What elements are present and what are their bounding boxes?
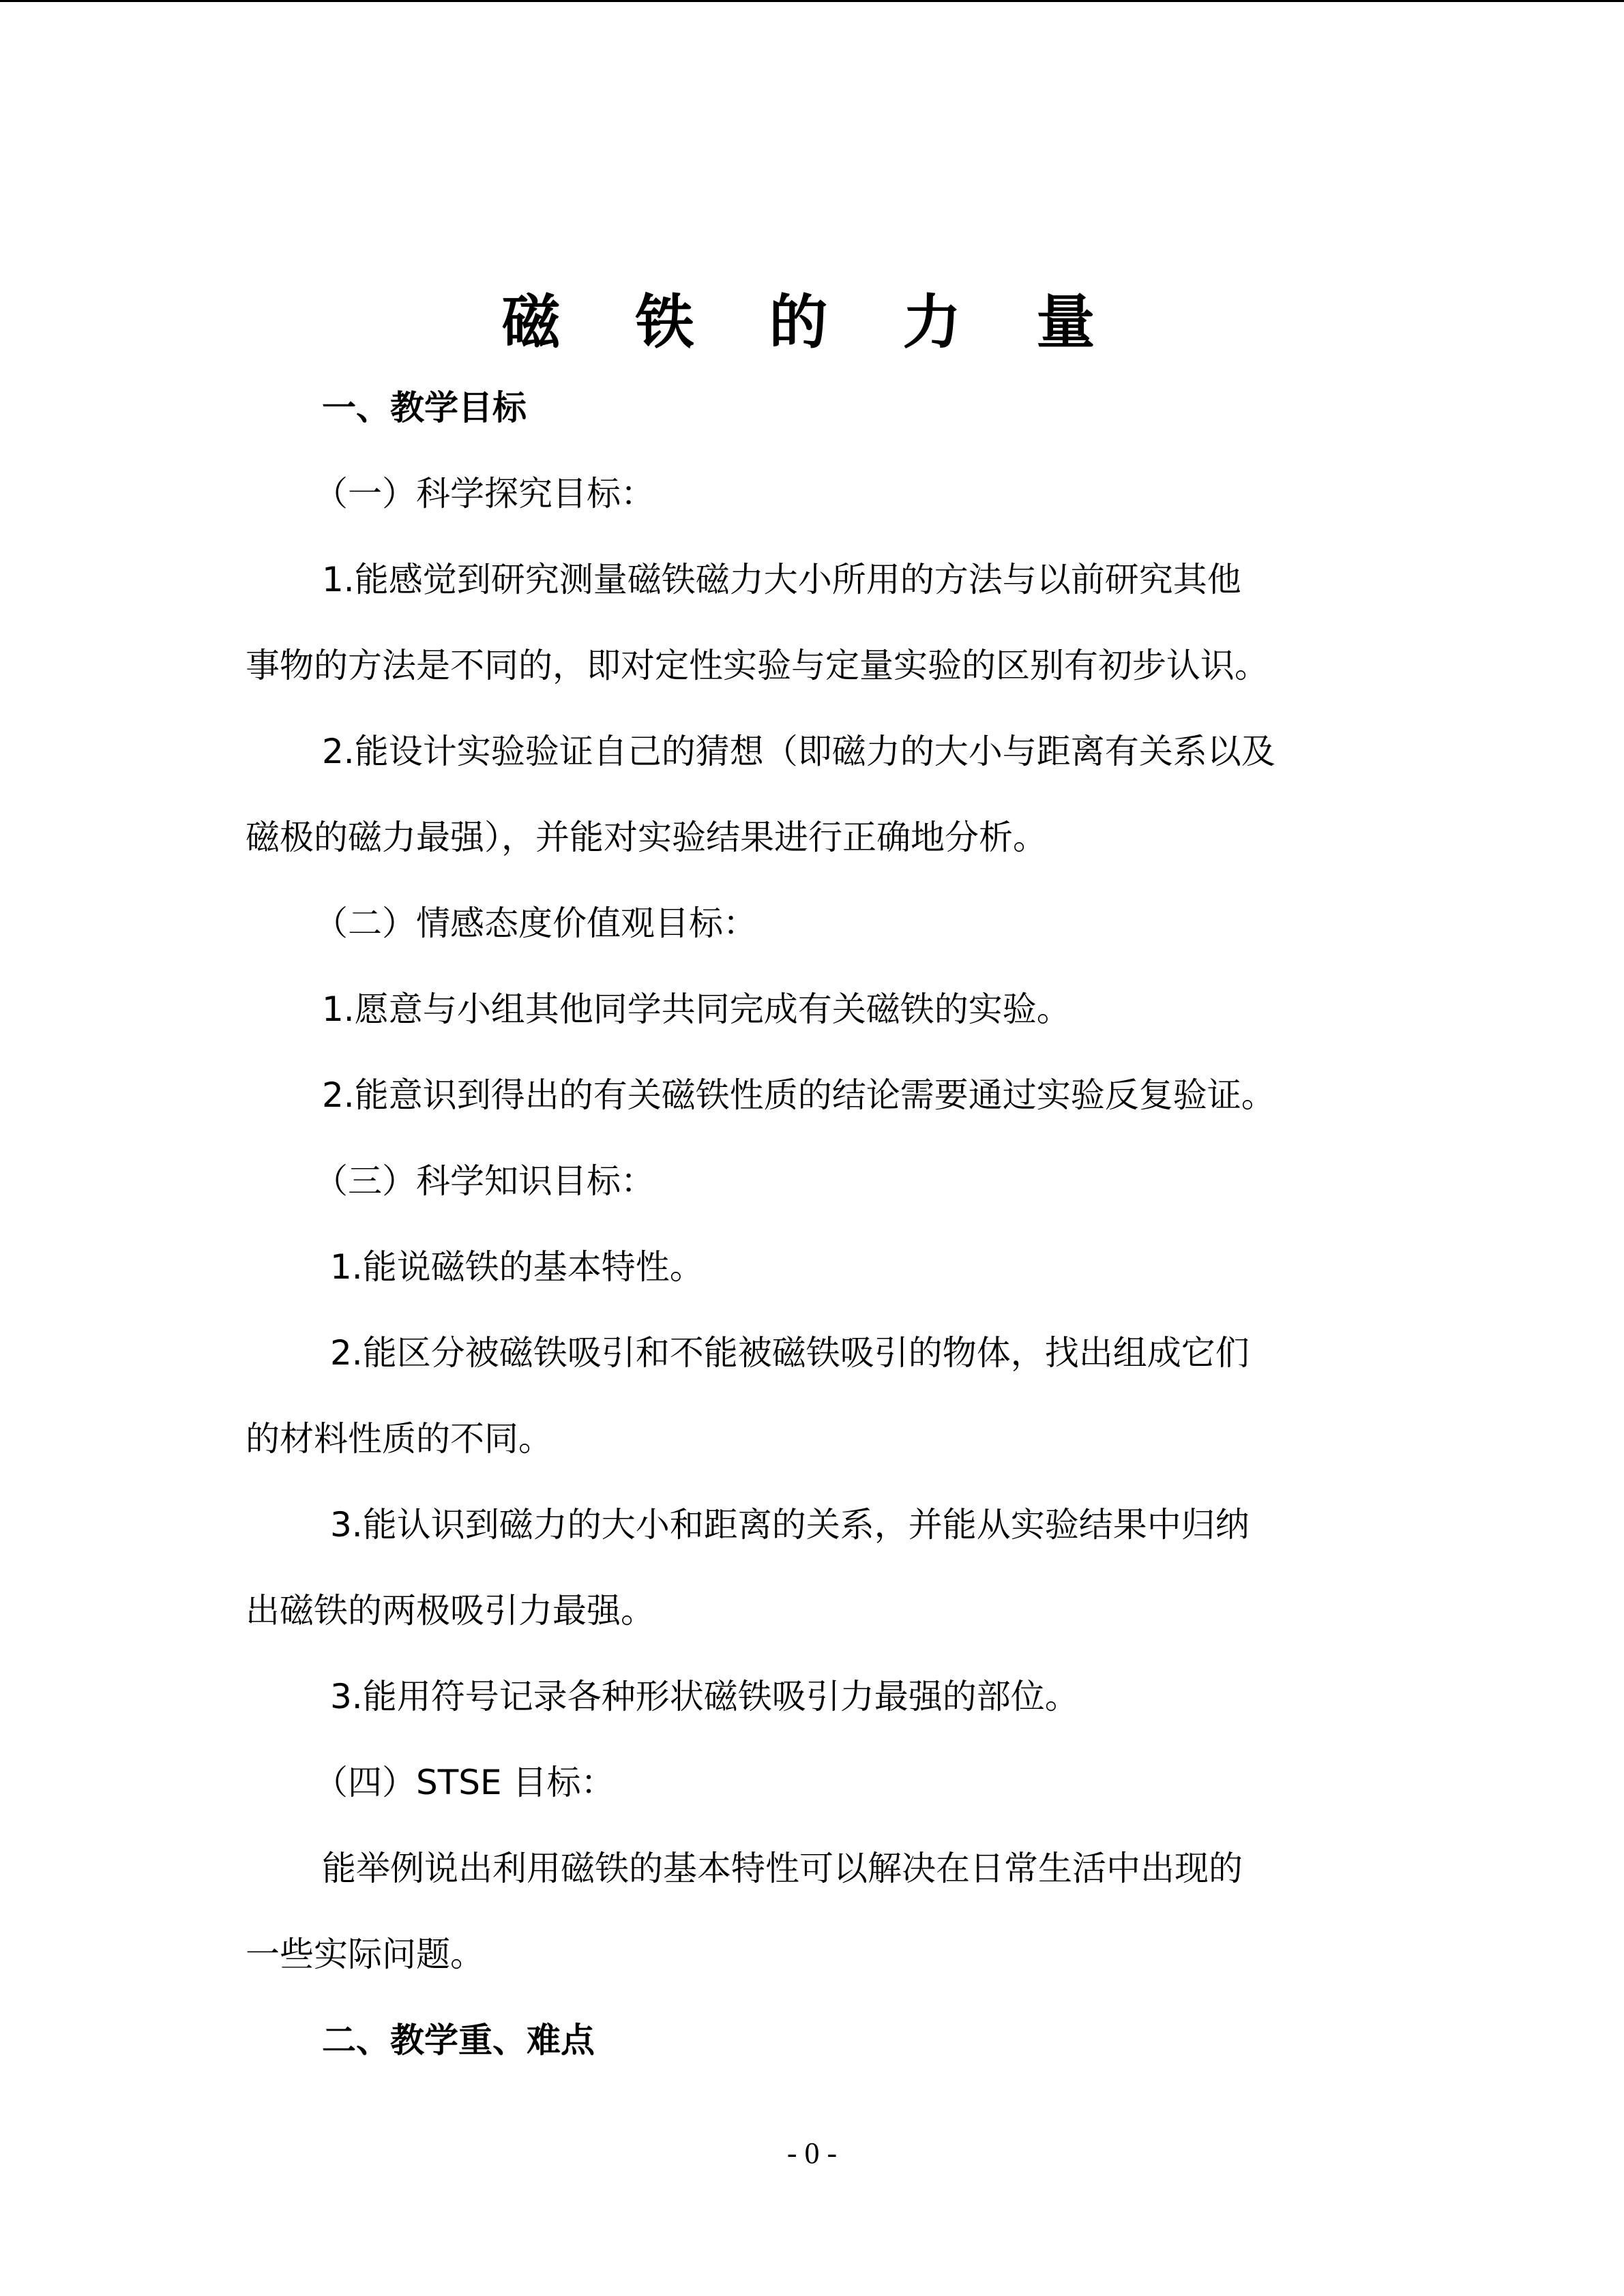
paragraph-line: 的材料性质的不同。 — [246, 1419, 552, 1459]
paragraph-line: 能举例说出利用磁铁的基本特性可以解决在日常生活中出现的 — [322, 1849, 1243, 1888]
paragraph-line: 3.能用符号记录各种形状磁铁吸引力最强的部位。 — [330, 1677, 1079, 1716]
paragraph-line: 出磁铁的两极吸引力最强。 — [246, 1591, 655, 1630]
paragraph-line: 一些实际问题。 — [246, 1935, 484, 1974]
paragraph-line: 2.能意识到得出的有关磁铁性质的结论需要通过实验反复验证。 — [322, 1075, 1275, 1115]
paragraph-line: 3.能认识到磁力的大小和距离的关系，并能从实验结果中归纳 — [330, 1505, 1250, 1545]
paragraph-line: 2.能设计实验验证自己的猜想（即磁力的大小与距离有关系以及 — [322, 732, 1275, 771]
subsection-heading-inquiry: （一）科学探究目标： — [314, 474, 655, 513]
paragraph-line: 事物的方法是不同的，即对定性实验与定量实验的区别有初步认识。 — [246, 646, 1269, 685]
paragraph-line: 1.能说磁铁的基本特性。 — [330, 1247, 704, 1287]
top-border-rule — [0, 0, 1624, 2]
subsection-heading-knowledge: （三）科学知识目标： — [314, 1161, 655, 1201]
paragraph-line: 1.愿意与小组其他同学共同完成有关磁铁的实验。 — [322, 989, 1071, 1029]
paragraph-line: 磁极的磁力最强），并能对实验结果进行正确地分析。 — [246, 818, 1047, 857]
paragraph-line: 1.能感觉到研究测量磁铁磁力大小所用的方法与以前研究其他 — [322, 560, 1241, 599]
section-heading-objectives: 一、教学目标 — [322, 388, 527, 428]
subsection-heading-attitude: （二）情感态度价值观目标： — [314, 904, 757, 943]
subsection-heading-stse: （四）STSE 目标： — [314, 1763, 615, 1802]
document-title: 磁 铁 的 力 量 — [501, 288, 1123, 357]
paragraph-line: 2.能区分被磁铁吸引和不能被磁铁吸引的物体，找出组成它们 — [330, 1333, 1250, 1373]
section-heading-key-points: 二、教学重、难点 — [322, 2021, 595, 2060]
page-number: - 0 - — [786, 2136, 838, 2170]
